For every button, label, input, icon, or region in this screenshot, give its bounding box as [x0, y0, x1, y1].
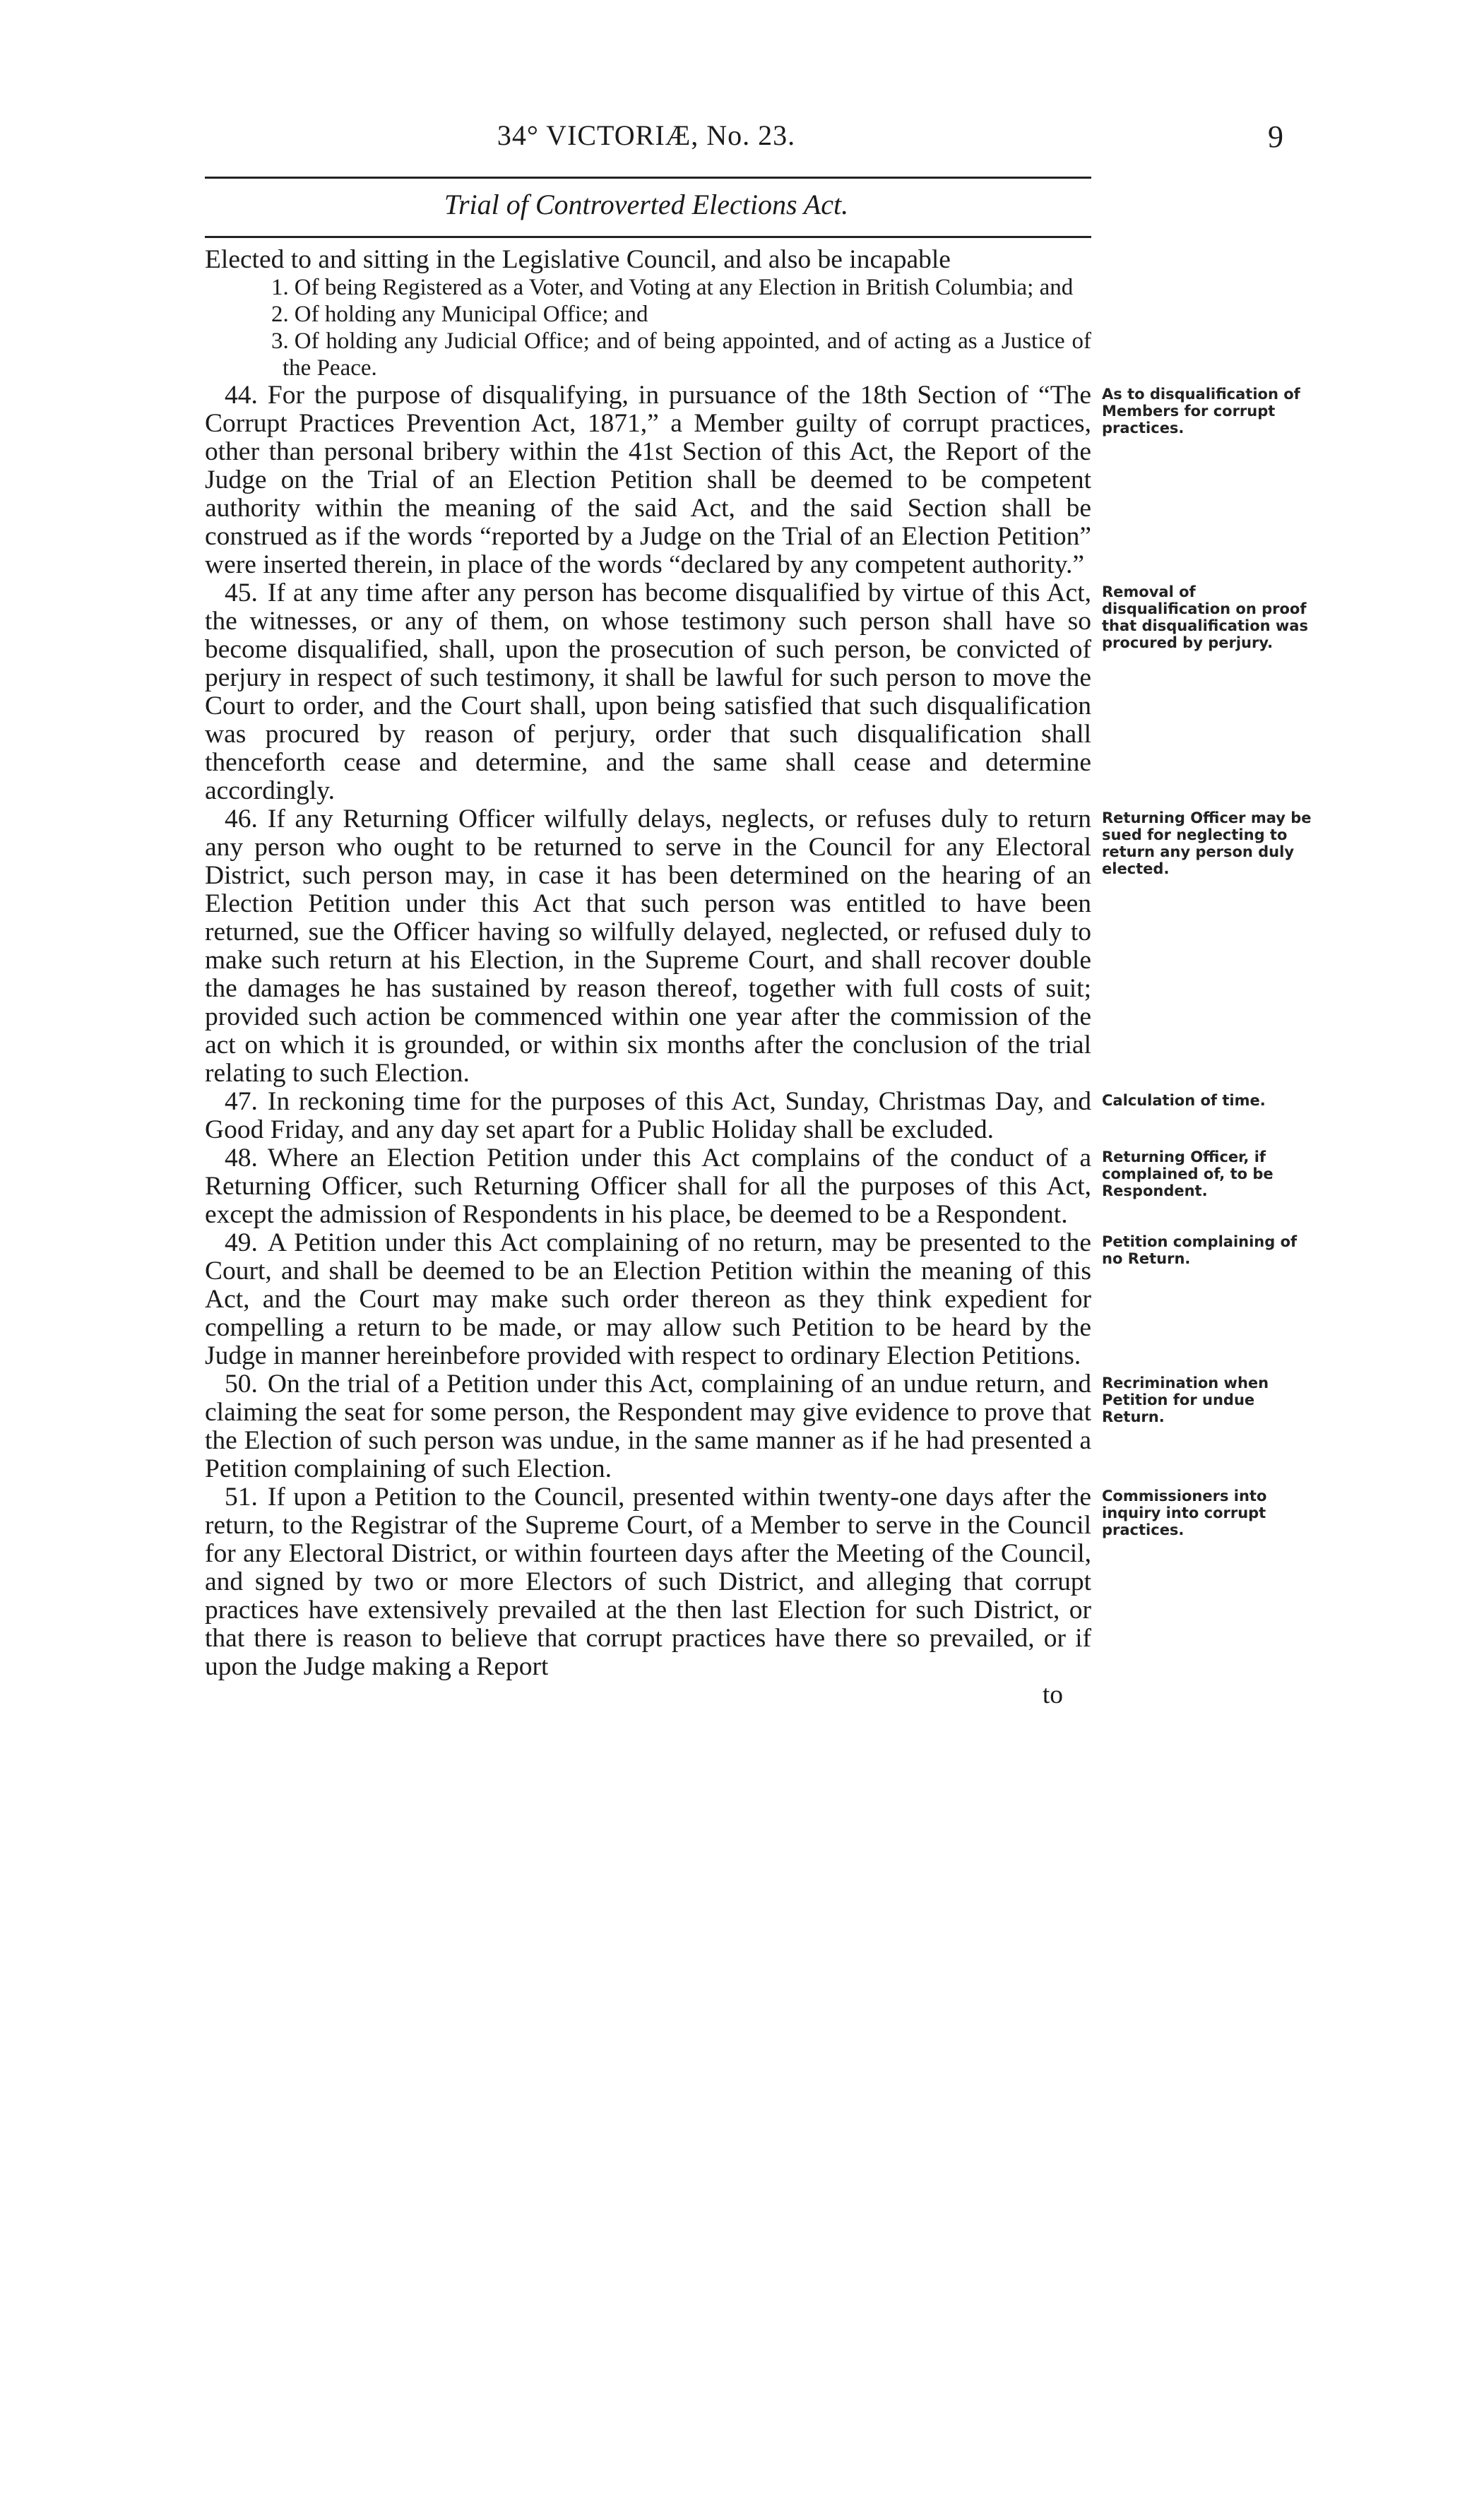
catchword: to [1042, 1680, 1063, 1709]
section-50 [205, 1370, 1091, 1483]
section-49 [205, 1229, 1091, 1370]
section-text: A Petition under this Act complaining of no return, may be presented to the Court, and shall be deemed to be an Election Petition within the meaning of this Act, and the Court may make such order thereon as they think expedient for compelling a return to be made, or may allow such Petition to be heard by the Judge in manner hereinbefore provided with respect to ordinary Election Petitions. [205, 1228, 1091, 1370]
page-number: 9 [1268, 119, 1283, 154]
section-text: If upon a Petition to the Council, presented within twenty-one days after the return, to the Registrar of the Supreme Court, of a Member to serve in the Council for any Electoral District, or within fourteen days after the Meeting of the Council, and signed by two or more Electors of such District, and alleging that corrupt practices have extensively prevailed at the then last Election for such District, or that there is reason to believe that corrupt practices have there so prevailed, or if upon the Judge making a Report [205, 1483, 1091, 1681]
section-number: 44. [225, 381, 258, 410]
list-item [205, 328, 1091, 381]
header-rule-top [205, 177, 1091, 179]
list-item-number: 2. [271, 302, 289, 327]
side-note-50: Recrimination when Petition for undue Return. [1102, 1375, 1269, 1425]
section-number: 49. [225, 1228, 258, 1257]
side-note-51: Commissioners into inquiry into corrupt practices. [1102, 1488, 1267, 1538]
section-number: 47. [225, 1087, 258, 1116]
list-item-text: Of holding any Municipal Office; and [294, 302, 648, 327]
side-note-48: Returning Officer, if complained of, to be Respondent. [1102, 1148, 1274, 1199]
section-text: On the trial of a Petition under this Act, complaining of an undue return, and claiming the seat for some person, the Respondent may give evidence to prove that the Election of such person was undue, in the same manner as if he had presented a Petition complaining of such Election. [205, 1370, 1091, 1483]
section-46 [205, 805, 1091, 1088]
list-item-text: Of being Registered as a Voter, and Voting at any Election in British Columbia; and [294, 275, 1074, 300]
body-text [205, 246, 1091, 1709]
side-note-47: Calculation of time. [1102, 1092, 1266, 1109]
section-text: If any Returning Officer wilfully delays, neglects, or refuses duly to return any person who ought to be returned to serve in the Council for any Electoral District, such person may, in case it has been determined on the hearing of an Election Petition under this Act that such person was entitled to have been returned, sue the Officer having so wilfully delayed, neglected, or refused duly to make such return at his Election, in the Supreme Court, and shall recover double the damages he has sustained by reason thereof, together with full costs of suit; provided such action be commenced within one year after the commission of the act on which it is grounded, or within six months after the conclusion of the trial relating to such Election. [205, 805, 1091, 1088]
running-head: 34° VICTORIÆ, No. 23. [497, 119, 796, 151]
side-note-49: Petition complaining of no Return. [1102, 1233, 1298, 1267]
intro-paragraph: Elected to and sitting in the Legislative Council, and also be incapable [205, 245, 951, 274]
section-text: In reckoning time for the purposes of this Act, Sunday, Christmas Day, and Good Friday, and any day set apart for a Public Holiday shall be excluded. [205, 1087, 1091, 1144]
section-number: 45. [225, 578, 258, 607]
section-51 [205, 1483, 1091, 1681]
section-text: For the purpose of disqualifying, in pursuance of the 18th Section of “The Corrupt Practices Prevention Act, 1871,” a Member guilty of corrupt practices, other than personal bribery within the 41st Section of this Act, the Report of the Judge on the Trial of an Election Petition shall be deemed to be competent authority within the meaning of the said Act, and the said Section shall be construed as if the words “reported by a Judge on the Trial of an Election Petition” were inserted therein, in place of the words “declared by any competent authority.” [205, 381, 1091, 579]
section-number: 51. [225, 1483, 258, 1512]
section-number: 48. [225, 1144, 258, 1173]
section-text: Where an Election Petition under this Act complains of the conduct of a Returning Officer, such Returning Officer shall for all the purposes of this Act, except the admission of Respondents in his place, be deemed to be a Respondent. [205, 1144, 1091, 1229]
section-number: 50. [225, 1370, 258, 1399]
list-item-number: 1. [271, 275, 289, 300]
section-44 [205, 381, 1091, 579]
list-item-text: Of holding any Judicial Office; and of being appointed, and of acting as a Justice of the Peace. [283, 328, 1091, 381]
side-note-44: As to disqualification of Members for corrupt practices. [1102, 386, 1300, 437]
side-note-46: Returning Officer may be sued for neglecting to return any person duly elected. [1102, 809, 1312, 877]
section-48 [205, 1144, 1091, 1229]
section-45 [205, 579, 1091, 805]
section-number: 46. [225, 805, 258, 833]
side-note-45: Removal of disqualification on proof that disqualification was procured by perjury. [1102, 583, 1308, 651]
section-47 [205, 1088, 1091, 1144]
act-title: Trial of Controverted Elections Act. [444, 189, 849, 220]
header-rule-bottom [205, 236, 1091, 238]
list-item-number: 3. [271, 328, 289, 354]
list-item [205, 301, 1091, 328]
section-text: If at any time after any person has become disqualified by virtue of this Act, the witnesses, or any of them, on whose testimony such person shall have so become disqualified, shall, upon the prosecution of such person, be convicted of perjury in respect of such testimony, it shall be lawful for such person to move the Court to order, and the Court shall, upon being satisfied that such disqualification was procured by reason of perjury, order that such disqualification shall thenceforth cease and determine, and the same shall cease and determine accordingly. [205, 578, 1091, 805]
list-item [205, 274, 1091, 301]
